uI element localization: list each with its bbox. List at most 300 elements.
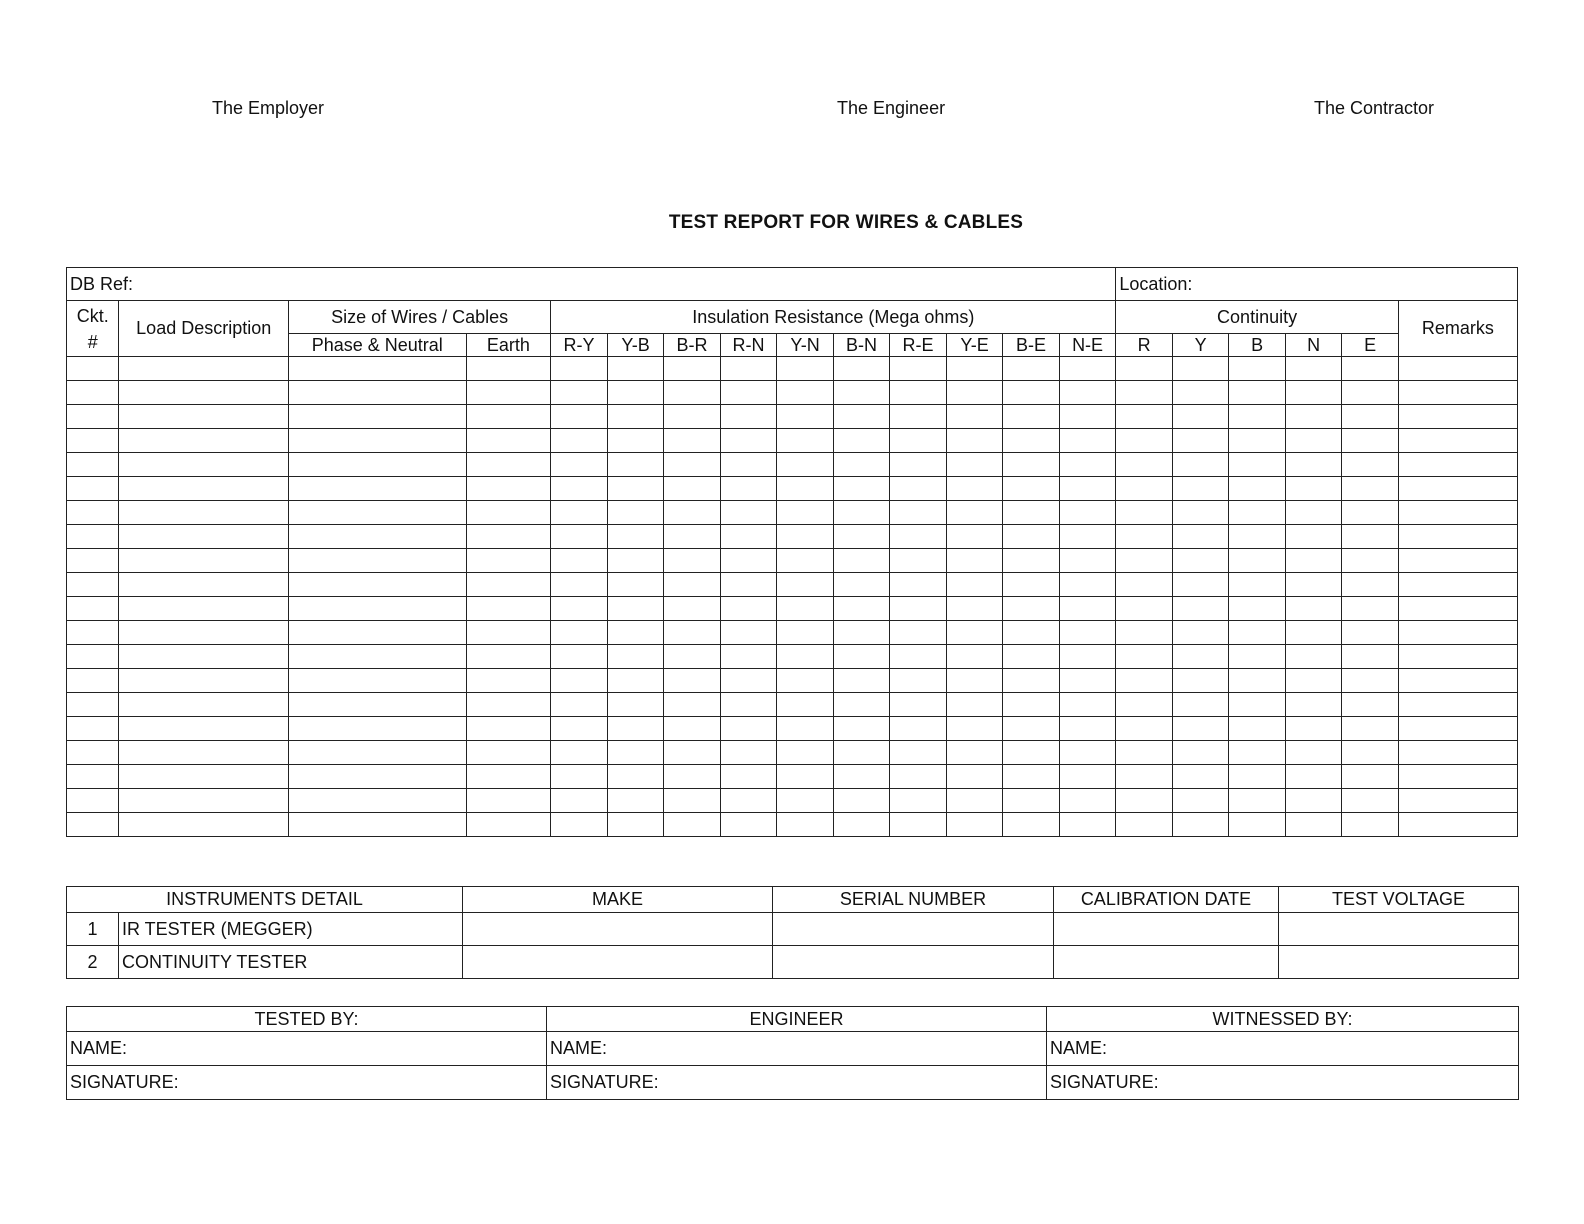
table-cell[interactable] [67, 405, 119, 429]
table-cell[interactable] [1059, 429, 1116, 453]
table-cell[interactable] [777, 549, 834, 573]
table-cell[interactable] [67, 501, 119, 525]
instrument-voltage-cell[interactable] [1279, 946, 1519, 979]
table-cell[interactable] [1342, 381, 1399, 405]
table-cell[interactable] [551, 765, 608, 789]
table-cell[interactable] [119, 789, 289, 813]
table-cell[interactable] [67, 693, 119, 717]
table-cell[interactable] [288, 693, 466, 717]
table-cell[interactable] [607, 765, 664, 789]
table-cell[interactable] [1059, 573, 1116, 597]
table-cell[interactable] [720, 693, 777, 717]
table-cell[interactable] [288, 597, 466, 621]
table-cell[interactable] [1285, 573, 1342, 597]
table-cell[interactable] [1229, 453, 1286, 477]
table-cell[interactable] [777, 429, 834, 453]
table-cell[interactable] [607, 357, 664, 381]
table-cell[interactable] [607, 573, 664, 597]
table-cell[interactable] [946, 789, 1003, 813]
table-cell[interactable] [664, 789, 721, 813]
table-cell[interactable] [1229, 525, 1286, 549]
table-cell[interactable] [1172, 357, 1229, 381]
table-cell[interactable] [551, 381, 608, 405]
table-cell[interactable] [551, 789, 608, 813]
table-cell[interactable] [1059, 645, 1116, 669]
table-cell[interactable] [1116, 669, 1173, 693]
table-cell[interactable] [664, 381, 721, 405]
table-cell[interactable] [833, 717, 890, 741]
table-cell[interactable] [1059, 525, 1116, 549]
table-cell[interactable] [288, 645, 466, 669]
table-cell[interactable] [607, 501, 664, 525]
table-cell[interactable] [1342, 453, 1399, 477]
table-cell[interactable] [890, 453, 947, 477]
table-cell[interactable] [119, 693, 289, 717]
table-cell[interactable] [466, 501, 551, 525]
table-cell[interactable] [1172, 645, 1229, 669]
table-cell[interactable] [1116, 717, 1173, 741]
table-cell[interactable] [777, 765, 834, 789]
table-cell[interactable] [1342, 813, 1399, 837]
table-cell[interactable] [551, 405, 608, 429]
table-cell[interactable] [1059, 597, 1116, 621]
table-cell[interactable] [1229, 549, 1286, 573]
table-cell[interactable] [551, 549, 608, 573]
table-cell[interactable] [777, 741, 834, 765]
table-cell[interactable] [288, 501, 466, 525]
table-cell[interactable] [466, 741, 551, 765]
table-cell[interactable] [119, 501, 289, 525]
table-cell[interactable] [890, 573, 947, 597]
table-cell[interactable] [1172, 693, 1229, 717]
table-cell[interactable] [1398, 813, 1517, 837]
table-cell[interactable] [890, 765, 947, 789]
instrument-make-cell[interactable] [463, 946, 773, 979]
table-cell[interactable] [1172, 429, 1229, 453]
table-cell[interactable] [1116, 405, 1173, 429]
table-cell[interactable] [777, 813, 834, 837]
table-cell[interactable] [720, 669, 777, 693]
table-cell[interactable] [288, 765, 466, 789]
table-cell[interactable] [664, 645, 721, 669]
table-cell[interactable] [607, 813, 664, 837]
table-cell[interactable] [946, 477, 1003, 501]
table-cell[interactable] [607, 477, 664, 501]
table-cell[interactable] [1285, 477, 1342, 501]
table-cell[interactable] [1398, 549, 1517, 573]
table-cell[interactable] [119, 645, 289, 669]
table-cell[interactable] [119, 717, 289, 741]
table-cell[interactable] [67, 645, 119, 669]
table-cell[interactable] [777, 405, 834, 429]
table-cell[interactable] [1116, 621, 1173, 645]
table-cell[interactable] [1059, 621, 1116, 645]
table-cell[interactable] [720, 645, 777, 669]
table-cell[interactable] [720, 621, 777, 645]
table-cell[interactable] [1398, 525, 1517, 549]
table-cell[interactable] [1342, 789, 1399, 813]
table-cell[interactable] [720, 525, 777, 549]
table-cell[interactable] [946, 693, 1003, 717]
table-cell[interactable] [607, 549, 664, 573]
table-cell[interactable] [664, 717, 721, 741]
table-cell[interactable] [946, 621, 1003, 645]
table-cell[interactable] [288, 669, 466, 693]
table-cell[interactable] [1398, 597, 1517, 621]
table-cell[interactable] [664, 813, 721, 837]
table-cell[interactable] [1059, 789, 1116, 813]
table-cell[interactable] [1116, 429, 1173, 453]
table-cell[interactable] [1342, 621, 1399, 645]
table-cell[interactable] [946, 549, 1003, 573]
table-cell[interactable] [890, 477, 947, 501]
table-cell[interactable] [1116, 525, 1173, 549]
table-cell[interactable] [720, 405, 777, 429]
table-cell[interactable] [1285, 405, 1342, 429]
table-cell[interactable] [1059, 813, 1116, 837]
table-cell[interactable] [288, 813, 466, 837]
table-cell[interactable] [664, 405, 721, 429]
table-cell[interactable] [67, 765, 119, 789]
table-cell[interactable] [1003, 717, 1060, 741]
table-cell[interactable] [890, 501, 947, 525]
table-cell[interactable] [1059, 669, 1116, 693]
table-cell[interactable] [1116, 381, 1173, 405]
table-cell[interactable] [67, 549, 119, 573]
table-cell[interactable] [551, 573, 608, 597]
table-cell[interactable] [890, 549, 947, 573]
table-cell[interactable] [1398, 429, 1517, 453]
table-cell[interactable] [1229, 693, 1286, 717]
table-cell[interactable] [67, 525, 119, 549]
table-cell[interactable] [664, 501, 721, 525]
table-cell[interactable] [1398, 453, 1517, 477]
table-cell[interactable] [288, 381, 466, 405]
table-cell[interactable] [833, 573, 890, 597]
instrument-voltage-cell[interactable] [1279, 913, 1519, 946]
table-cell[interactable] [720, 597, 777, 621]
table-cell[interactable] [777, 645, 834, 669]
table-cell[interactable] [1285, 525, 1342, 549]
table-cell[interactable] [1172, 789, 1229, 813]
table-cell[interactable] [551, 453, 608, 477]
table-cell[interactable] [466, 477, 551, 501]
table-cell[interactable] [890, 429, 947, 453]
table-cell[interactable] [1003, 573, 1060, 597]
table-cell[interactable] [777, 693, 834, 717]
table-cell[interactable] [1172, 765, 1229, 789]
table-cell[interactable] [946, 813, 1003, 837]
table-cell[interactable] [1229, 717, 1286, 741]
table-cell[interactable] [833, 525, 890, 549]
table-cell[interactable] [607, 429, 664, 453]
table-cell[interactable] [890, 645, 947, 669]
table-cell[interactable] [720, 717, 777, 741]
table-cell[interactable] [551, 645, 608, 669]
table-cell[interactable] [288, 357, 466, 381]
table-cell[interactable] [1285, 693, 1342, 717]
table-cell[interactable] [1398, 741, 1517, 765]
table-cell[interactable] [1059, 501, 1116, 525]
table-cell[interactable] [466, 813, 551, 837]
table-cell[interactable] [119, 549, 289, 573]
table-cell[interactable] [1116, 765, 1173, 789]
table-cell[interactable] [777, 357, 834, 381]
table-cell[interactable] [67, 573, 119, 597]
table-cell[interactable] [1398, 381, 1517, 405]
table-cell[interactable] [466, 621, 551, 645]
table-cell[interactable] [1003, 813, 1060, 837]
table-cell[interactable] [1059, 453, 1116, 477]
table-cell[interactable] [607, 789, 664, 813]
table-cell[interactable] [890, 741, 947, 765]
table-cell[interactable] [1003, 741, 1060, 765]
table-cell[interactable] [1172, 717, 1229, 741]
table-cell[interactable] [777, 597, 834, 621]
table-cell[interactable] [1059, 717, 1116, 741]
table-cell[interactable] [1003, 549, 1060, 573]
table-cell[interactable] [777, 381, 834, 405]
table-cell[interactable] [833, 501, 890, 525]
table-cell[interactable] [1342, 525, 1399, 549]
table-cell[interactable] [1059, 741, 1116, 765]
table-cell[interactable] [946, 357, 1003, 381]
table-cell[interactable] [1172, 669, 1229, 693]
table-cell[interactable] [466, 789, 551, 813]
table-cell[interactable] [833, 621, 890, 645]
table-cell[interactable] [1342, 717, 1399, 741]
table-cell[interactable] [288, 573, 466, 597]
table-cell[interactable] [1172, 549, 1229, 573]
table-cell[interactable] [664, 357, 721, 381]
table-cell[interactable] [664, 525, 721, 549]
table-cell[interactable] [607, 693, 664, 717]
table-cell[interactable] [1003, 669, 1060, 693]
table-cell[interactable] [607, 405, 664, 429]
table-cell[interactable] [777, 453, 834, 477]
table-cell[interactable] [1172, 621, 1229, 645]
table-cell[interactable] [119, 357, 289, 381]
table-cell[interactable] [664, 621, 721, 645]
table-cell[interactable] [664, 477, 721, 501]
table-cell[interactable] [1172, 477, 1229, 501]
table-cell[interactable] [720, 357, 777, 381]
table-cell[interactable] [1003, 525, 1060, 549]
table-cell[interactable] [466, 645, 551, 669]
table-cell[interactable] [1398, 669, 1517, 693]
table-cell[interactable] [1229, 573, 1286, 597]
table-cell[interactable] [1398, 645, 1517, 669]
table-cell[interactable] [833, 645, 890, 669]
tested-by-name-field[interactable]: NAME: [67, 1032, 547, 1066]
table-cell[interactable] [1285, 429, 1342, 453]
table-cell[interactable] [1003, 453, 1060, 477]
table-cell[interactable] [890, 597, 947, 621]
table-cell[interactable] [1285, 645, 1342, 669]
table-cell[interactable] [1003, 381, 1060, 405]
table-cell[interactable] [1172, 405, 1229, 429]
table-cell[interactable] [1398, 357, 1517, 381]
table-cell[interactable] [890, 381, 947, 405]
table-cell[interactable] [833, 765, 890, 789]
table-cell[interactable] [119, 453, 289, 477]
table-cell[interactable] [1229, 381, 1286, 405]
table-cell[interactable] [946, 597, 1003, 621]
table-cell[interactable] [720, 765, 777, 789]
table-cell[interactable] [1229, 789, 1286, 813]
table-cell[interactable] [551, 477, 608, 501]
table-cell[interactable] [466, 573, 551, 597]
table-cell[interactable] [1172, 381, 1229, 405]
table-cell[interactable] [946, 765, 1003, 789]
table-cell[interactable] [664, 573, 721, 597]
table-cell[interactable] [720, 789, 777, 813]
table-cell[interactable] [833, 789, 890, 813]
table-cell[interactable] [890, 357, 947, 381]
table-cell[interactable] [833, 357, 890, 381]
table-cell[interactable] [119, 813, 289, 837]
table-cell[interactable] [1116, 645, 1173, 669]
table-cell[interactable] [777, 717, 834, 741]
table-cell[interactable] [1342, 477, 1399, 501]
table-cell[interactable] [1229, 621, 1286, 645]
table-cell[interactable] [1116, 477, 1173, 501]
table-cell[interactable] [720, 501, 777, 525]
table-cell[interactable] [1172, 573, 1229, 597]
table-cell[interactable] [1116, 549, 1173, 573]
table-cell[interactable] [67, 429, 119, 453]
instrument-calibration-cell[interactable] [1054, 913, 1279, 946]
table-cell[interactable] [67, 813, 119, 837]
table-cell[interactable] [1116, 501, 1173, 525]
table-cell[interactable] [1342, 573, 1399, 597]
table-cell[interactable] [1003, 693, 1060, 717]
table-cell[interactable] [890, 405, 947, 429]
table-cell[interactable] [119, 429, 289, 453]
table-cell[interactable] [664, 453, 721, 477]
table-cell[interactable] [720, 813, 777, 837]
table-cell[interactable] [1398, 789, 1517, 813]
table-cell[interactable] [833, 477, 890, 501]
table-cell[interactable] [1116, 573, 1173, 597]
table-cell[interactable] [1285, 741, 1342, 765]
table-cell[interactable] [946, 429, 1003, 453]
table-cell[interactable] [1003, 765, 1060, 789]
table-cell[interactable] [720, 453, 777, 477]
table-cell[interactable] [1285, 549, 1342, 573]
table-cell[interactable] [833, 381, 890, 405]
instrument-serial-cell[interactable] [773, 946, 1054, 979]
table-cell[interactable] [833, 405, 890, 429]
table-cell[interactable] [607, 597, 664, 621]
table-cell[interactable] [466, 525, 551, 549]
table-cell[interactable] [1116, 693, 1173, 717]
table-cell[interactable] [664, 597, 721, 621]
table-cell[interactable] [466, 597, 551, 621]
table-cell[interactable] [1342, 549, 1399, 573]
table-cell[interactable] [288, 405, 466, 429]
table-cell[interactable] [288, 477, 466, 501]
table-cell[interactable] [288, 741, 466, 765]
engineer-name-field[interactable]: NAME: [547, 1032, 1047, 1066]
table-cell[interactable] [288, 789, 466, 813]
table-cell[interactable] [1003, 405, 1060, 429]
table-cell[interactable] [833, 597, 890, 621]
table-cell[interactable] [833, 669, 890, 693]
table-cell[interactable] [1285, 717, 1342, 741]
table-cell[interactable] [1342, 597, 1399, 621]
table-cell[interactable] [664, 429, 721, 453]
table-cell[interactable] [466, 405, 551, 429]
table-cell[interactable] [466, 453, 551, 477]
table-cell[interactable] [67, 381, 119, 405]
table-cell[interactable] [1342, 669, 1399, 693]
table-cell[interactable] [946, 645, 1003, 669]
table-cell[interactable] [664, 741, 721, 765]
table-cell[interactable] [466, 357, 551, 381]
table-cell[interactable] [1116, 813, 1173, 837]
table-cell[interactable] [1116, 597, 1173, 621]
table-cell[interactable] [777, 669, 834, 693]
table-cell[interactable] [1342, 765, 1399, 789]
table-cell[interactable] [1172, 597, 1229, 621]
table-cell[interactable] [1342, 357, 1399, 381]
table-cell[interactable] [119, 405, 289, 429]
table-cell[interactable] [664, 693, 721, 717]
table-cell[interactable] [551, 429, 608, 453]
table-cell[interactable] [833, 453, 890, 477]
table-cell[interactable] [607, 381, 664, 405]
table-cell[interactable] [1059, 381, 1116, 405]
table-cell[interactable] [288, 717, 466, 741]
table-cell[interactable] [1398, 405, 1517, 429]
table-cell[interactable] [890, 789, 947, 813]
table-cell[interactable] [1003, 357, 1060, 381]
table-cell[interactable] [833, 549, 890, 573]
table-cell[interactable] [1398, 765, 1517, 789]
table-cell[interactable] [1003, 789, 1060, 813]
table-cell[interactable] [777, 525, 834, 549]
table-cell[interactable] [1285, 501, 1342, 525]
location-field[interactable]: Location: [1116, 268, 1518, 301]
table-cell[interactable] [1059, 477, 1116, 501]
table-cell[interactable] [607, 741, 664, 765]
table-cell[interactable] [1059, 357, 1116, 381]
table-cell[interactable] [1116, 741, 1173, 765]
db-ref-field[interactable]: DB Ref: [67, 268, 1116, 301]
table-cell[interactable] [119, 621, 289, 645]
table-cell[interactable] [466, 549, 551, 573]
table-cell[interactable] [890, 813, 947, 837]
table-cell[interactable] [720, 573, 777, 597]
table-cell[interactable] [288, 453, 466, 477]
table-cell[interactable] [890, 669, 947, 693]
table-cell[interactable] [720, 549, 777, 573]
table-cell[interactable] [67, 741, 119, 765]
table-cell[interactable] [1398, 501, 1517, 525]
table-cell[interactable] [890, 621, 947, 645]
table-cell[interactable] [551, 621, 608, 645]
table-cell[interactable] [67, 453, 119, 477]
table-cell[interactable] [720, 741, 777, 765]
table-cell[interactable] [551, 597, 608, 621]
table-cell[interactable] [607, 621, 664, 645]
table-cell[interactable] [119, 573, 289, 597]
table-cell[interactable] [119, 765, 289, 789]
engineer-signature-field[interactable]: SIGNATURE: [547, 1066, 1047, 1100]
table-cell[interactable] [607, 669, 664, 693]
table-cell[interactable] [946, 717, 1003, 741]
